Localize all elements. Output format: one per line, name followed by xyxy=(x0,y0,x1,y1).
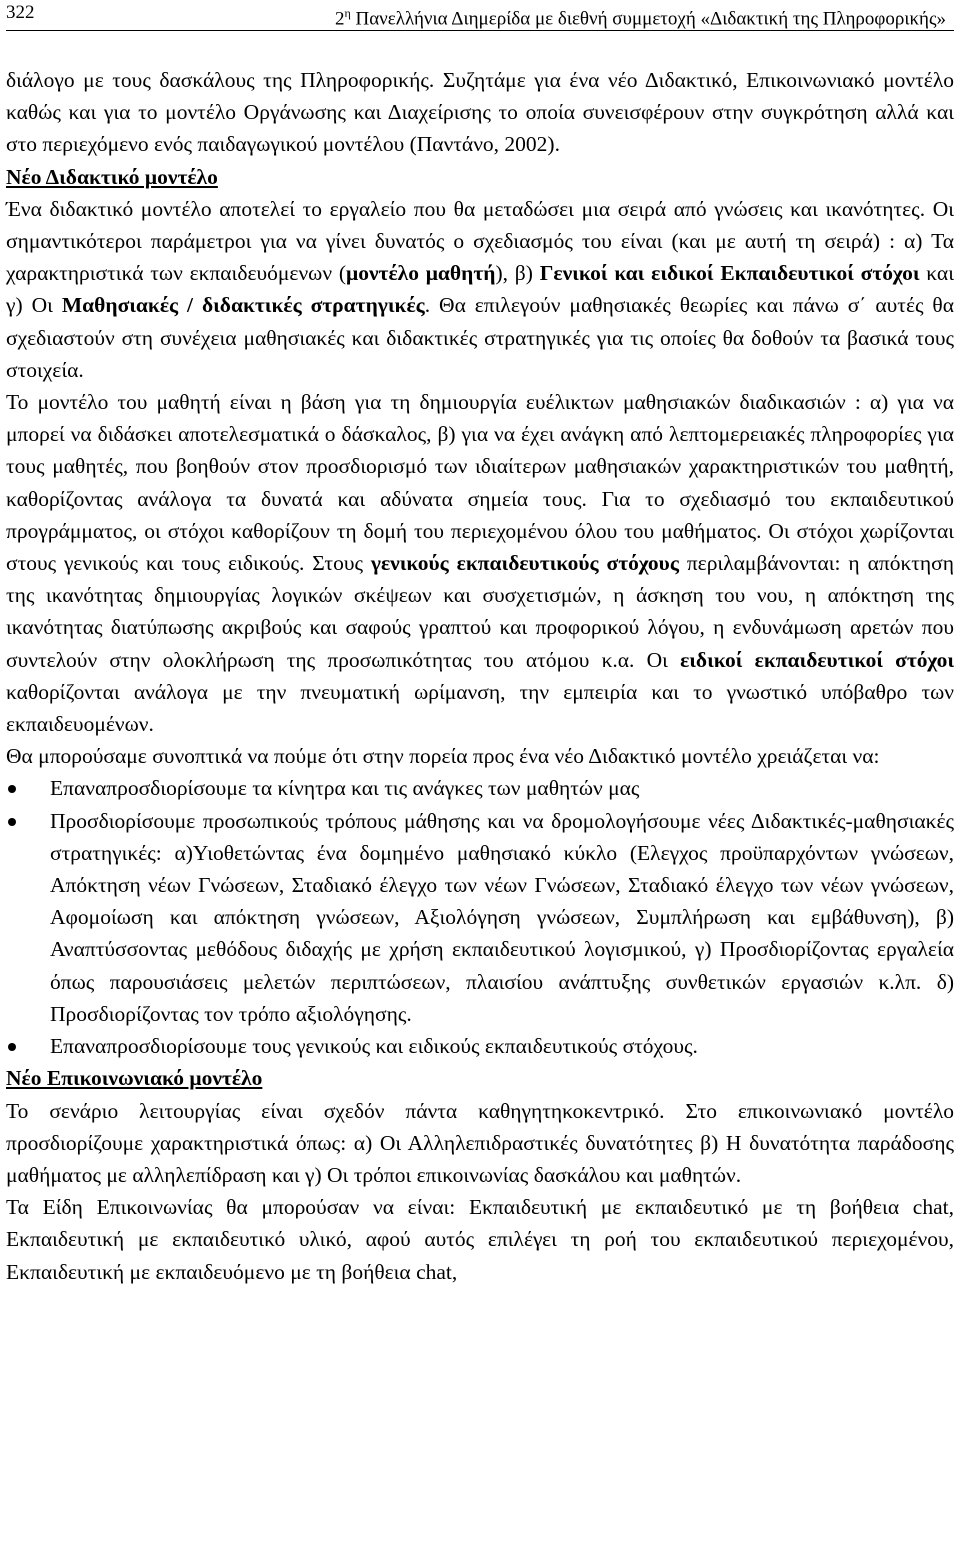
bullet-icon xyxy=(8,818,16,826)
bullet-icon xyxy=(8,785,16,793)
page-body xyxy=(6,64,954,1288)
running-title-rest: Πανελλήνια Διημερίδα με διεθνή συμμετοχή «Διδακτική της Πληροφορικής» xyxy=(350,8,946,30)
bold-term-learner-model: μοντέλο μαθητή xyxy=(346,261,496,286)
bold-term-general-goals: γενικούς εκπαιδευτικούς στόχους xyxy=(370,551,679,576)
section-heading-communication-model: Νέο Επικοινωνιακό μοντέλο xyxy=(6,1066,263,1091)
paragraph-didactic-model xyxy=(6,193,954,386)
paragraph-intro: διάλογο με τους δασκάλους της Πληροφορικής. Συζητάμε για ένα νέο Διδακτικό, Επικοινωνιακό μοντέλο καθώς και για το μοντέλο Οργάνωσης και Διαχείρισης το οποία συνεισφέρουν στην συγκρότηση αλλά και στο περιεχόμενο ενός παιδαγωγικού μοντέλου (Παντάνο, 2002). xyxy=(6,68,954,157)
text-run: Το μοντέλο του μαθητή είναι η βάση για τη δημιουργία ευέλικτων μαθησιακών διαδικασιών : α) για να μπορεί να διδάσκει αποτελεσματικά ο δάσκαλος, β) για να έχει ανάγκη από λεπτομερειακές πληροφορίες για τους μαθητές, που βοηθούν στον προσδιορισμό των ιδιαίτερων μαθησιακών χαρακτηριστικών του μαθητή, καθορίζοντας ανάλογα τα δυνατά και αδύνατα σημεία τους. Για το σχεδιασμό του εκπαιδευτικού προγράμματος, οι στόχοι καθορίζουν τη δομή του περιεχομένου όλου του μαθήματος. Οι στόχοι χωρίζονται στους γενικούς και τους ειδικούς. Στους xyxy=(6,390,954,576)
page-number: 322 xyxy=(6,2,35,23)
paragraph-learner-model xyxy=(6,386,954,740)
list-item-text: Προσδιορίσουμε προσωπικούς τρόπους μάθησης και να δρομολογήσουμε νέες Διδακτικές-μαθησιακές στρατηγικές: α)Υιοθετώντας ένα δομημένο μαθησιακό κύκλο (Ελεγχος προϋπαρχόντων γνώσεων, Απόκτηση νέων Γνώσεων, Σταδιακό έλεγχο των νέων Γνώσεων, Σταδιακό έλεγχο των νέων γνώσεων, Αφομοίωση και απόκτηση γνώσεων, Αξιολόγηση γνώσεων, Συμπλήρωση και εμβάθυνση), β) Αναπτύσσοντας μεθόδους διδαχής με χρήση εκπαιδευτικού λογισμικού, γ) Προσδιορίζοντας εργαλεία όπως παρουσιάσεις μελετών περιπτώσεων, πλαισίου ανάπτυξης συνθετικών εργασιών κ.λπ. δ) Προσδιορίζοντας τον τρόπο αξιολόγησης. xyxy=(50,808,954,1026)
running-title-prefix: 2 xyxy=(334,8,345,30)
paragraph-communication-model: Το σενάριο λειτουργίας είναι σχεδόν πάντα καθηγητηκοκεντρικό. Στο επικοινωνιακό μοντέλο προσδιορίζουμε χαρακτηριστικά όπως: α) Οι Αλληλεπιδραστικές δυνατότητες β) Η δυνατότητα παράδοσης μαθήματος με αλληλεπίδραση και γ) Οι τρόποι επικοινωνίας δασκάλου και μαθητών. xyxy=(6,1098,954,1187)
list-item-text: Επαναπροσδιορίσουμε τους γενικούς και ειδικούς εκπαιδευτικούς στόχους. xyxy=(50,1034,698,1059)
bold-term-learning-strategies: Μαθησιακές / διδακτικές στρατηγικές xyxy=(61,293,425,318)
page-header xyxy=(6,0,954,31)
text-run: Ένα διδακτικό μοντέλο αποτελεί το εργαλείο που θα μεταδώσει μια σειρά από γνώσεις και ικανότητες. Οι σημαντικότεροι παράμετροι για να γίνει δυνατός ο σχεδιασμός του είναι (και με αυτή τη σειρά) : α) Τα χαρακτηριστικά των εκπαιδευόμενων ( xyxy=(6,196,954,286)
list-item xyxy=(6,1030,954,1062)
bold-term-educational-goals: Γενικοί και ειδικοί Εκπαιδευτικοί στόχοι xyxy=(539,261,920,286)
list-item-text: Επαναπροσδιορίσουμε τα κίνητρα και τις ανάγκες των μαθητών μας xyxy=(50,776,640,801)
running-title xyxy=(335,0,946,32)
paragraph-summary: Θα μπορούσαμε συνοπτικά να πούμε ότι στην πορεία προς ένα νέο Διδακτικό μοντέλο χρειάζεται να: xyxy=(6,744,880,769)
text-run: περιλαμβάνονται: η απόκτηση της ικανότητας δημιουργίας λογικών σκέψεων και συσχετισμών, η άσκηση του νου, η απόκτηση της ικανότητας διατύπωσης ακριβούς και σαφούς γραπτού και προφορικού λόγου, η ενδυνάμωση αρετών που συντελούν στην ολοκλήρωση της προσωπικότητας του ατόμου κ.α. Οι xyxy=(6,551,954,672)
section-heading-didactic-model: Νέο Διδακτικό μοντέλο xyxy=(6,164,218,189)
bold-term-specific-goals: ειδικοί εκπαιδευτικοί στόχοι xyxy=(680,647,954,672)
text-run: ), β) xyxy=(495,261,540,286)
text-run: και γ) Οι xyxy=(6,261,954,318)
paragraph-communication-types: Τα Είδη Επικοινωνίας θα μπορούσαν να είναι: Εκπαιδευτική με εκπαιδευτικό με τη βοήθεια chat, Εκπαιδευτική με εκπαιδευτικό υλικό, αφού αυτός επιλέγει τη ροή του εκπαιδευτικού περιεχομένου, Εκπαιδευτική με εκπαιδευόμενο με τη βοήθεια chat, xyxy=(6,1195,954,1284)
text-run: καθορίζονται ανάλογα με την πνευματική ωρίμανση, την εμπειρία και το γνωστικό υπόβαθρο των εκπαιδευομένων. xyxy=(6,679,954,737)
list-item xyxy=(6,772,954,804)
bullet-list xyxy=(6,772,954,1062)
bullet-icon xyxy=(8,1043,16,1051)
list-item xyxy=(6,805,954,1030)
running-title-superscript: η xyxy=(344,6,351,20)
text-run: . Θα επιλεγούν μαθησιακές θεωρίες και πάνω σ΄ αυτές θα σχεδιαστούν στη συνέχεια μαθησιακές και διδακτικές στρατηγικές για τις οποίες θα δοθούν τα βασικά τους στοιχεία. xyxy=(6,293,954,382)
